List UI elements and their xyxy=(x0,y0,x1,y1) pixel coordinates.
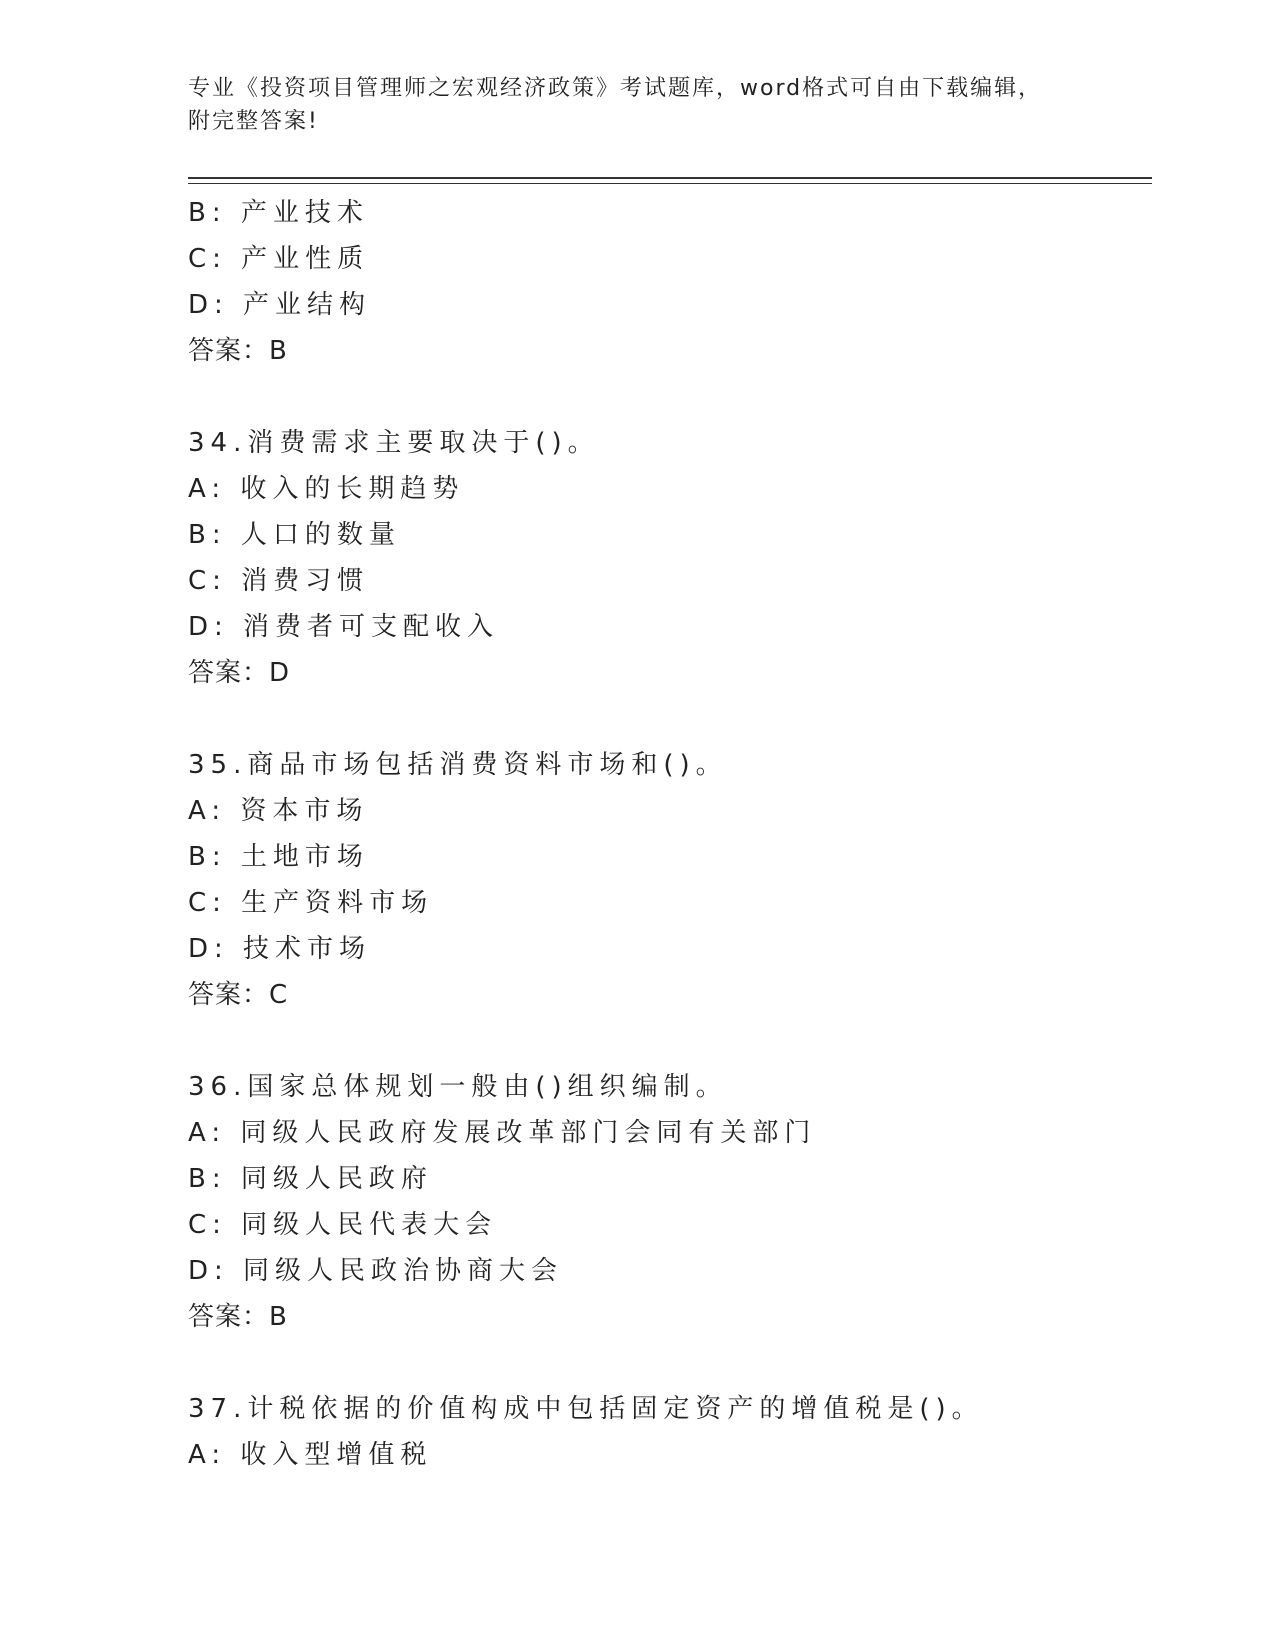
question-35-stem: 35.商品市场包括消费资料市场和()。 xyxy=(188,750,728,780)
question-33-answer: 答案：B xyxy=(188,336,288,366)
question-36-answer: 答案：B xyxy=(188,1302,288,1332)
question-35-option-c: C: 生产资料市场 xyxy=(188,888,434,918)
header-divider-thick xyxy=(188,177,1152,179)
question-36-stem: 36.国家总体规划一般由()组织编制。 xyxy=(188,1072,728,1102)
question-34-answer: 答案：D xyxy=(188,658,291,688)
question-37-block xyxy=(188,1386,1148,1478)
question-36-option-a: A: 同级人民政府发展改革部门会同有关部门 xyxy=(188,1118,817,1148)
spacer xyxy=(188,1018,1148,1064)
question-36-option-c: C: 同级人民代表大会 xyxy=(188,1210,498,1240)
question-33-option-b: B: 产业技术 xyxy=(188,198,369,228)
spacer xyxy=(188,696,1148,742)
question-35-option-a: A: 资本市场 xyxy=(188,796,369,826)
question-34-option-d: D: 消费者可支配收入 xyxy=(188,612,500,642)
question-34-option-c: C: 消费习惯 xyxy=(188,566,370,596)
question-36-block xyxy=(188,1064,1148,1340)
question-37-stem: 37.计税依据的价值构成中包括固定资产的增值税是()。 xyxy=(188,1394,984,1424)
question-33-block xyxy=(188,190,1148,374)
document-header xyxy=(188,72,1088,138)
question-37-option-a: A: 收入型增值税 xyxy=(188,1440,433,1470)
question-35-answer: 答案：C xyxy=(188,980,289,1010)
question-36-option-d: D: 同级人民政治协商大会 xyxy=(188,1256,564,1286)
question-33-option-d: D: 产业结构 xyxy=(188,290,372,320)
question-34-option-b: B: 人口的数量 xyxy=(188,520,401,550)
header-title-line-1: 专业《投资项目管理师之宏观经济政策》考试题库，word格式可自由下载编辑， xyxy=(188,76,1043,101)
question-35-option-d: D: 技术市场 xyxy=(188,934,372,964)
question-34-block xyxy=(188,420,1148,696)
question-36-option-b: B: 同级人民政府 xyxy=(188,1164,433,1194)
question-35-option-b: B: 土地市场 xyxy=(188,842,369,872)
question-list xyxy=(188,190,1148,1478)
question-35-block xyxy=(188,742,1148,1018)
header-title-line-2: 附完整答案! xyxy=(188,109,319,134)
question-34-stem: 34.消费需求主要取决于()。 xyxy=(188,428,600,458)
spacer xyxy=(188,1340,1148,1386)
question-33-option-c: C: 产业性质 xyxy=(188,244,370,274)
question-34-option-a: A: 收入的长期趋势 xyxy=(188,474,465,504)
spacer xyxy=(188,374,1148,420)
header-divider-thin xyxy=(188,183,1152,184)
